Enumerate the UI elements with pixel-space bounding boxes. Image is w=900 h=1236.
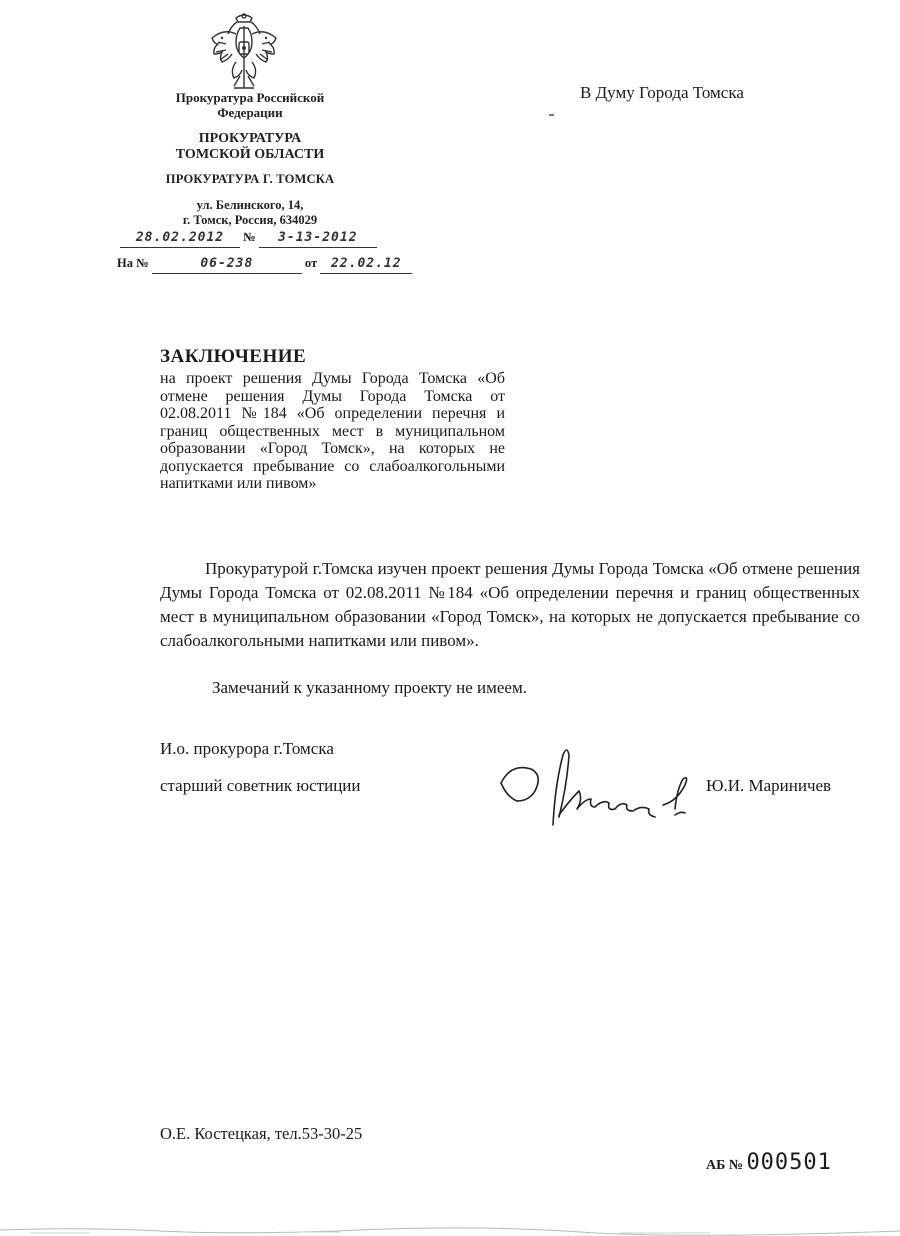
- serial-series: АБ №: [706, 1158, 743, 1173]
- addressee: В Думу Города Томска: [580, 83, 744, 102]
- number-label: №: [243, 230, 256, 244]
- address: [110, 198, 390, 228]
- reply-number: 06-238: [152, 257, 302, 274]
- body-paragraph-2-text: Замечаний к указанному проекту не имеем.: [212, 678, 527, 697]
- city-prosecutor: ПРОКУРАТУРА Г. ТОМСКА: [165, 172, 335, 186]
- regional-prosecutor: [110, 131, 390, 163]
- outgoing-date: 28.02.2012: [120, 231, 240, 248]
- signer-name: Ю.И. Мариничев: [706, 776, 832, 795]
- scan-mark: [549, 114, 554, 116]
- reply-date: 22.02.12: [320, 257, 412, 274]
- scan-edge: [0, 1220, 900, 1236]
- reply-label: На №: [117, 256, 149, 270]
- outgoing-number: 3-13-2012: [259, 231, 377, 248]
- reply-reference: [117, 256, 412, 274]
- region-line-1: ПРОКУРАТУРА: [198, 131, 302, 146]
- serial-number: 000501: [746, 1150, 832, 1175]
- from-label: от: [304, 256, 318, 270]
- org-line-1: Прокуратура Российской: [175, 90, 325, 105]
- document-subject: на проект решения Думы Города Томска «Об отмене решения Думы Города Томска от 02.08.2011 №184 «Об определении перечня и границ общественных мест в муниципальном образовании «Город Томск», на которых не допускается пребывание со слабоалкогольными напитками или пивом»: [160, 370, 505, 492]
- address-line-1: ул. Белинского, 14,: [196, 198, 304, 212]
- signer-position-2: старший советник юстиции: [160, 776, 361, 795]
- org-line-2: Федерации: [217, 105, 283, 120]
- executor-info: О.Е. Костецкая, тел.53-30-25: [160, 1124, 363, 1143]
- body-paragraph-2: [160, 676, 860, 700]
- signer-position-1: И.о. прокурора г.Томска: [160, 739, 334, 758]
- body-paragraph-1: Прокуратурой г.Томска изучен проект решения Думы Города Томска «Об отмене решения Думы Города Томска от 02.08.2011 №184 «Об определении перечня и границ общественных мест в муниципальном образовании «Город Томск», на которых не допускается пребывание со слабоалкогольными напитками или пивом».: [160, 559, 860, 650]
- organization-name: [110, 90, 390, 120]
- document-title: ЗАКЛЮЧЕНИЕ: [160, 346, 307, 367]
- handwritten-signature: [495, 745, 705, 840]
- outgoing-registration: [120, 230, 377, 248]
- region-line-2: ТОМСКОЙ ОБЛАСТИ: [175, 147, 325, 162]
- address-line-2: г. Томск, Россия, 634029: [182, 213, 318, 227]
- coat-of-arms-icon: [206, 12, 282, 90]
- form-serial: [706, 1150, 832, 1175]
